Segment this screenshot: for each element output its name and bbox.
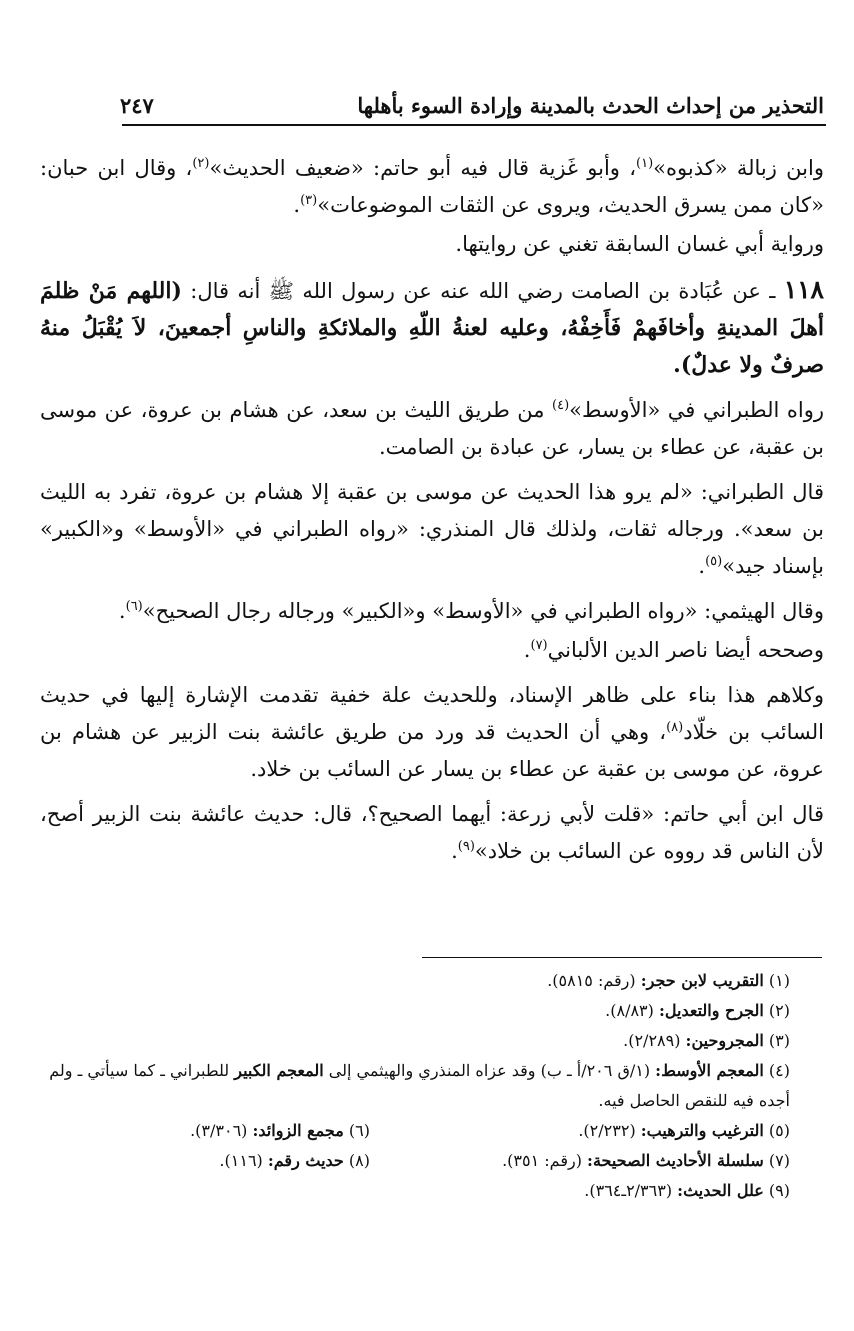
paragraph-4 (40, 474, 824, 585)
p3-text-2: من طريق الليث بن سعد، عن هشام بن عروة، عن موسى بن عقبة، عن عطاء بن يسار، عن عبادة بن الصامت. (40, 398, 824, 459)
footnote-9 (40, 1176, 790, 1206)
footnote-ref-7: (٧) (530, 638, 548, 653)
footnote-ref-9: (٩) (457, 839, 475, 854)
fn1-rest: (رقم: ٥٨١٥). (547, 971, 641, 990)
p3-text-1: رواه الطبراني في «الأوسط» (569, 398, 824, 422)
p5-text-2: . (118, 599, 126, 623)
paragraph-6 (40, 632, 824, 669)
fn5-title: الترغيب والترهيب: (640, 1121, 764, 1140)
footnote-ref-5: (٥) (705, 554, 723, 569)
fn8-rest: (١١٦). (219, 1151, 268, 1170)
hadith-block (40, 271, 824, 384)
p7-text-2: ، وهي أن الحديث قد ورد من طريق عائشة بنت الزبير عن هشام بن عروة، عن موسى بن عقبة عن عطاء بن يسار عن السائب بن خلاد. (40, 720, 824, 781)
fn6-number: (٦) (348, 1121, 370, 1140)
fn9-rest: (٢/٣٦٣ـ٣٦٤). (584, 1181, 678, 1200)
page-number: ٢٤٧ (120, 93, 154, 118)
running-header (120, 78, 824, 118)
p1-text-3: ، وقال ابن حبان: «كان ممن يسرق الحديث، ويروى عن الثقات الموضوعات» (40, 156, 824, 217)
paragraph-8 (40, 796, 824, 870)
footnote-ref-4: (٤) (552, 398, 570, 413)
fn4-title: المعجم الأوسط: (655, 1061, 764, 1080)
footnote-6 (190, 1116, 370, 1146)
fn3-title: المجروحين: (685, 1031, 764, 1050)
p5-text-1: وقال الهيثمي: «رواه الطبراني في «الأوسط» و«الكبير» ورجاله رجال الصحيح» (142, 599, 824, 623)
fn7-number: (٧) (768, 1151, 790, 1170)
paragraph-7 (40, 677, 824, 788)
footnote-2 (40, 996, 790, 1026)
p1-text-2: ، وأبو غَزية قال فيه أبو حاتم: «ضعيف الحديث» (209, 156, 637, 180)
paragraph-5 (40, 593, 824, 630)
fn8-number: (٨) (348, 1151, 370, 1170)
fn4-rest: للطبراني ـ كما سيأتي ـ ولم أجده فيه للنقص الحاصل فيه. (49, 1061, 790, 1110)
p1-text-4: . (293, 193, 301, 217)
fn2-title: الجرح والتعديل: (658, 1001, 764, 1020)
footnotes-row-7-8 (40, 1146, 790, 1176)
footnote-3 (40, 1026, 790, 1056)
footnote-ref-8: (٨) (666, 720, 684, 735)
fn9-title: علل الحديث: (677, 1181, 764, 1200)
main-text (40, 150, 824, 878)
fn2-rest: (٨/٨٣). (605, 1001, 659, 1020)
hadith-number: ١١٨ (783, 275, 824, 304)
fn5-number: (٥) (768, 1121, 790, 1140)
fn4-number: (٤) (768, 1061, 790, 1080)
footnotes (40, 966, 790, 1206)
fn7-rest: (رقم: ٣٥١). (502, 1151, 588, 1170)
p8-text-1: قال ابن أبي حاتم: «قلت لأبي زرعة: أيهما الصحيح؟، قال: حديث عائشة بنت الزبير أصح، لأن الناس قد رووه عن السائب بن خلاد» (40, 802, 824, 863)
footnote-ref-6: (٦) (125, 599, 143, 614)
p6-text-1: وصححه أيضا ناصر الدين الألباني (547, 638, 824, 662)
footnote-rule (422, 957, 822, 958)
paragraph-1 (40, 150, 824, 224)
fn1-title: التقريب لابن حجر: (640, 971, 764, 990)
fn6-title: مجمع الزوائد: (252, 1121, 344, 1140)
fn8-title: حديث رقم: (267, 1151, 344, 1170)
fn2-number: (٢) (768, 1001, 790, 1020)
hadith-intro: ـ عن عُبَادة بن الصامت رضي الله عنه عن رسول الله ﷺ أنه قال: (190, 279, 776, 303)
running-title: التحذير من إحداث الحدث بالمدينة وإرادة السوء بأهلها (357, 93, 824, 118)
p4-text-1: قال الطبراني: «لم يرو هذا الحديث عن موسى بن عقبة إلا هشام بن عروة، تفرد به الليث بن سعد». ورجاله ثقات، ولذلك قال المنذري: «رواه الطبراني في «الأوسط» و«الكبير» بإسناد جيد» (40, 480, 824, 578)
footnotes-row-5-6 (40, 1116, 790, 1146)
p4-text-2: . (698, 554, 706, 578)
footnote-ref-2: (٢) (192, 156, 210, 171)
p8-text-2: . (451, 839, 458, 863)
p6-text-2: . (523, 638, 531, 662)
footnote-ref-3: (٣) (300, 193, 318, 208)
footnote-5 (370, 1116, 790, 1146)
p7-text-1: وكلاهم هذا بناء على ظاهر الإسناد، وللحديث علة خفية تقدمت الإشارة إليها في حديث السائب بن خلّاد (40, 683, 825, 744)
footnote-ref-1: (١) (636, 156, 654, 171)
footnote-7 (370, 1146, 790, 1176)
fn1-number: (١) (768, 971, 790, 990)
fn5-rest: (٢/٢٣٢). (578, 1121, 641, 1140)
footnote-1 (40, 966, 790, 996)
fn3-number: (٣) (768, 1031, 790, 1050)
fn4-title-2: المعجم الكبير (234, 1061, 324, 1080)
p1-text-1: وابن زبالة «كذبوه» (653, 156, 824, 180)
paragraph-2: ورواية أبي غسان السابقة تغني عن روايتها. (455, 232, 824, 256)
paragraph-3 (40, 392, 824, 466)
fn6-rest: (٣/٣٠٦). (190, 1121, 253, 1140)
footnote-4 (40, 1056, 790, 1116)
hadith-text: (اللهم مَنْ ظلمَ أهلَ المدينةِ وأخافَهمْ فَأَخِفْهُ، وعليه لعنةُ اللّهِ والملائكةِ والناسِ أجمعينَ، لاَ يُقْبَلُ منهُ صرفٌ ولا عدلٌ). (40, 278, 824, 378)
header-rule (122, 124, 826, 126)
footnote-8 (219, 1146, 370, 1176)
fn9-number: (٩) (768, 1181, 790, 1200)
fn7-title: سلسلة الأحاديث الصحيحة: (587, 1151, 764, 1170)
fn3-rest: (٢/٢٨٩). (623, 1031, 686, 1050)
fn4-mid: (١/ق ٢٠٦/أ ـ ب) وقد عزاه المنذري والهيثمي إلى (323, 1061, 656, 1080)
